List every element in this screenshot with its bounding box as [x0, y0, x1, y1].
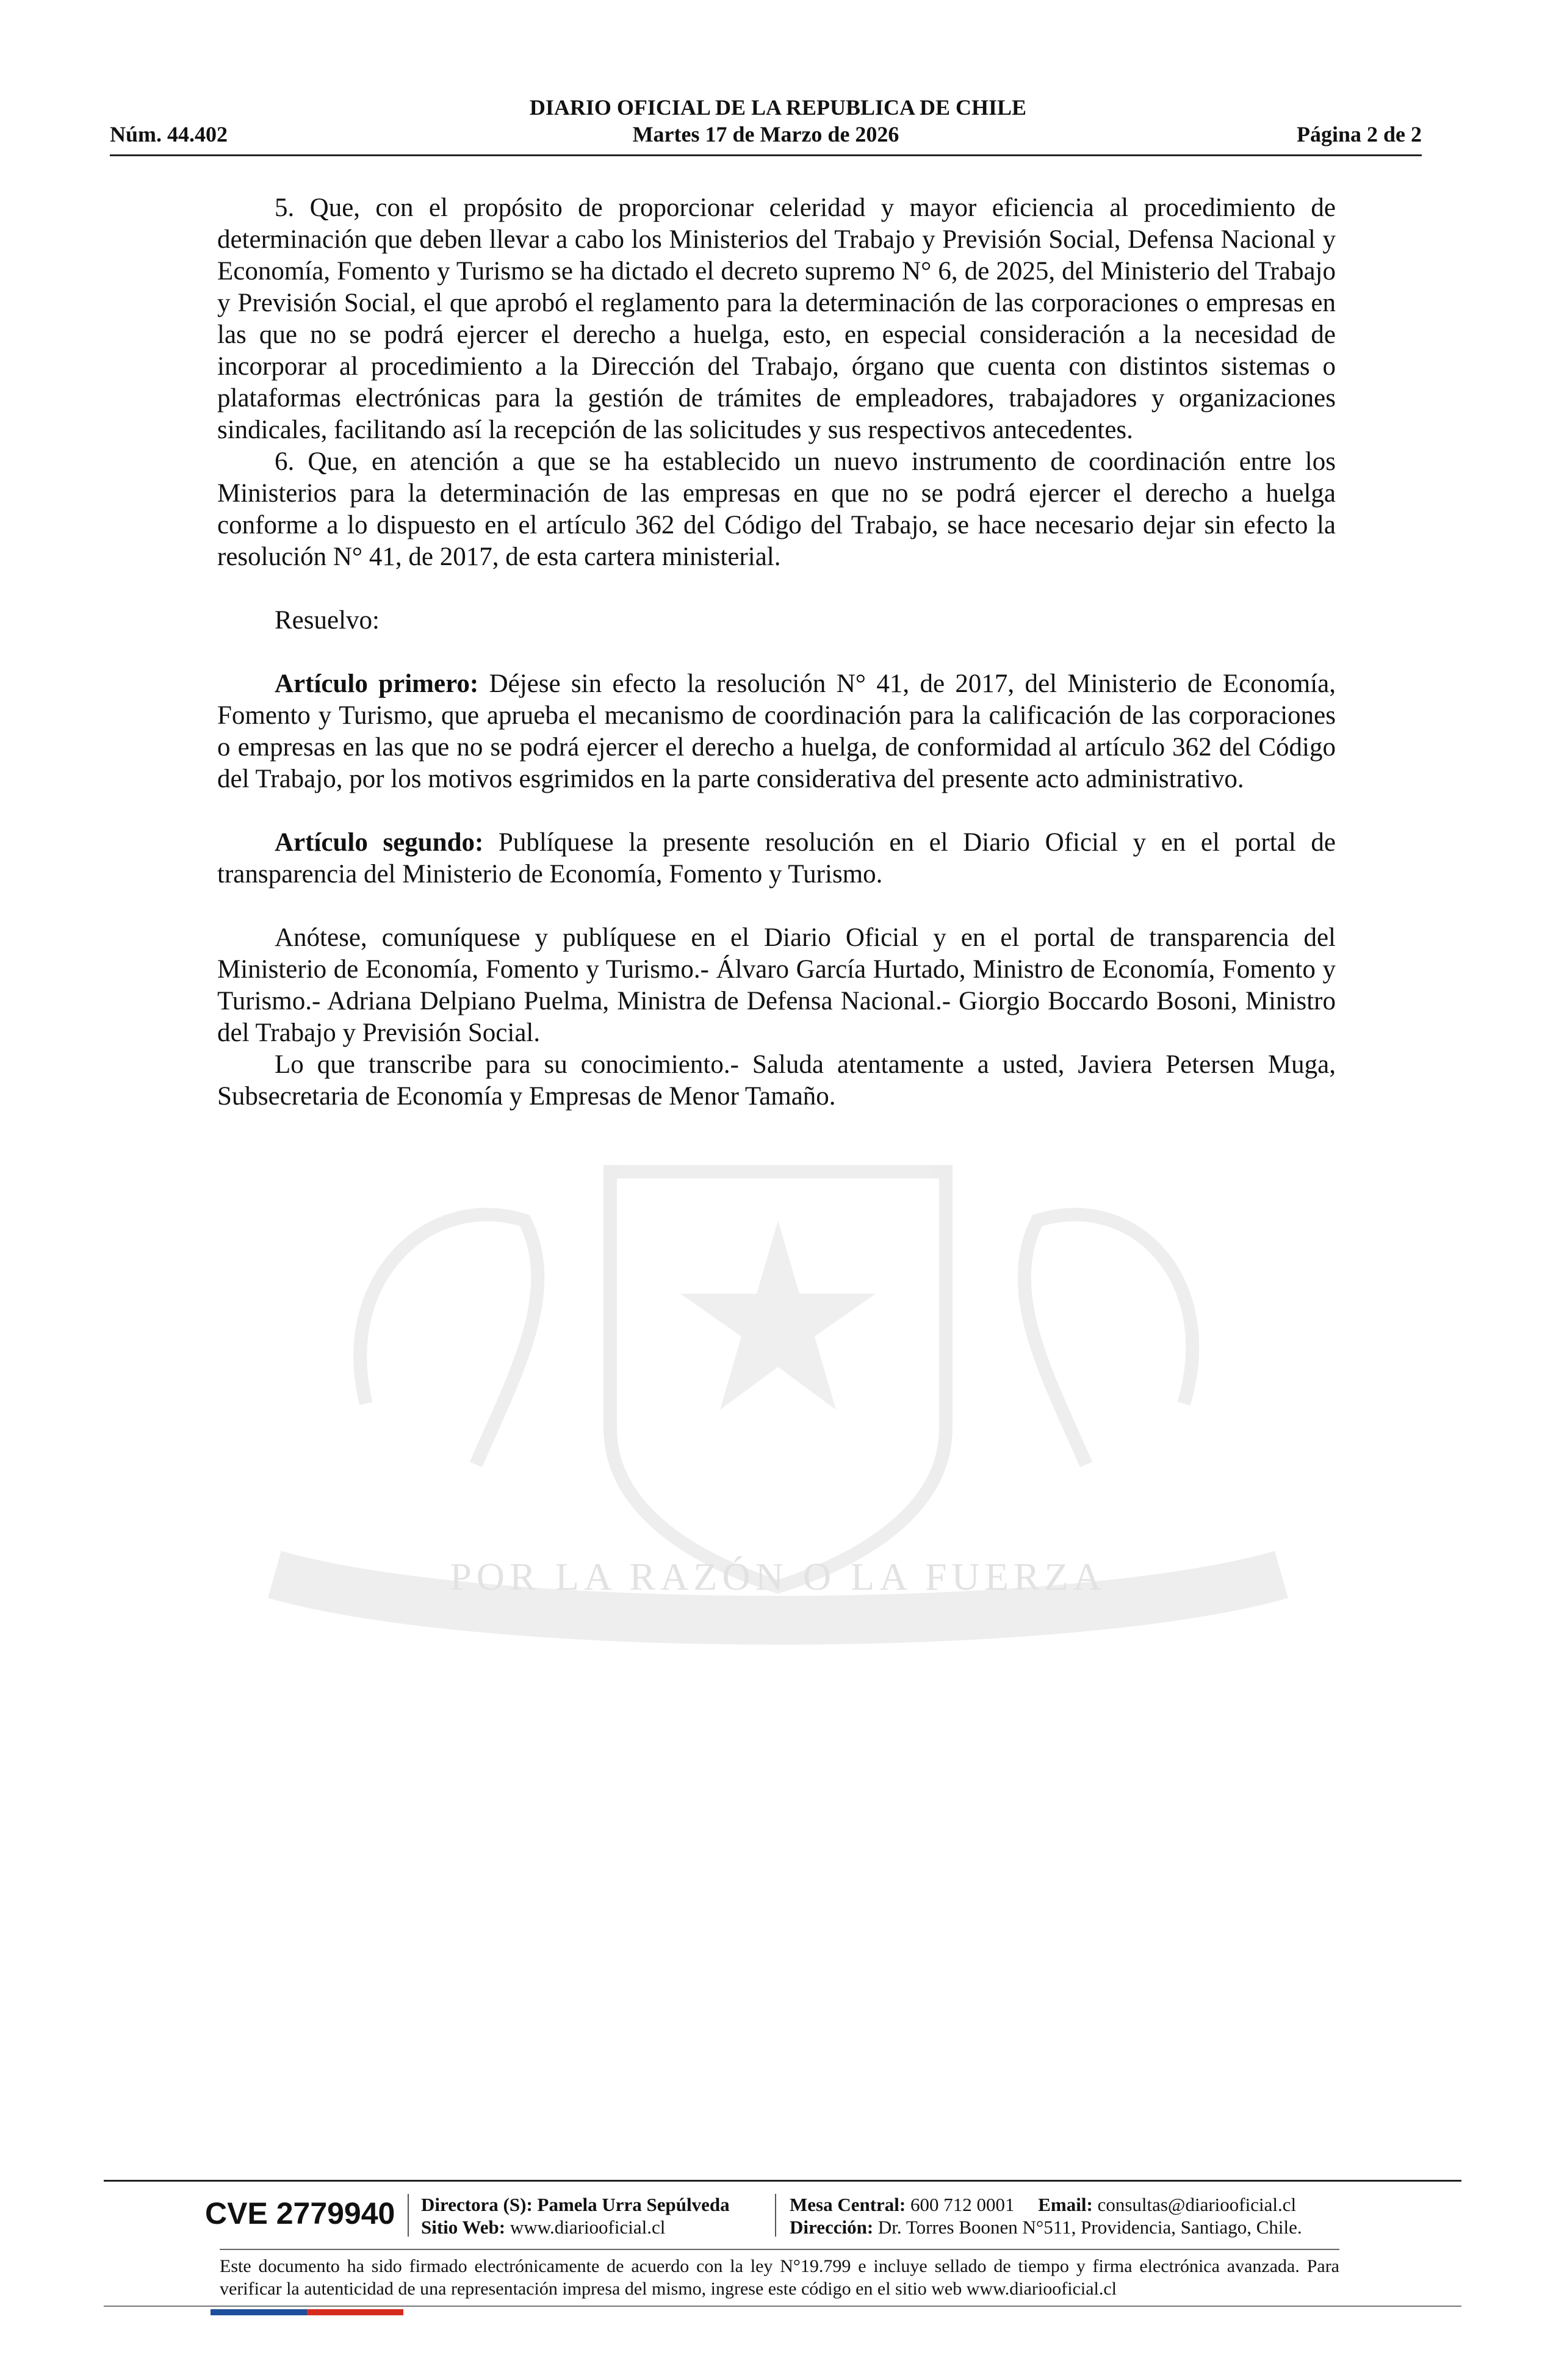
article-second-text: Publíquese la presente resolución en el Diario Oficial y en el portal de transparencia del Ministerio de Economía, Fomento y Turismo. [217, 828, 1336, 889]
direccion-value: Dr. Torres Boonen N°511, Providencia, Santiago, Chile. [877, 2216, 1302, 2238]
page-indicator: Página 2 de 2 [1296, 122, 1422, 146]
coat-of-arms-watermark [183, 1037, 1373, 1678]
directora-value: Pamela Urra Sepúlveda [537, 2194, 730, 2215]
article-second [217, 827, 1336, 890]
footer-contact-left [421, 2193, 730, 2238]
cve-code: CVE 2779940 [205, 2196, 395, 2230]
footer-divider-middle [220, 2249, 1339, 2250]
footer-divider-bottom [104, 2306, 1461, 2307]
article-second-label: Artículo segundo: [275, 828, 484, 857]
signature-disclaimer: Este documento ha sido firmado electrónicamente de acuerdo con la ley N°19.799 e incluye sellado de tiempo y firma electrónica avanzada. Para verificar la autenticidad de una representación impresa del mismo, ingrese este código en el sitio web www.diariooficial.cl [220, 2256, 1339, 2299]
article-first-text: Déjese sin efecto la resolución N° 41, de 2017, del Ministerio de Economía, Fomento y Turismo, que aprueba el mecanismo de coordinación para la calificación de las corporaciones o empresas en las que no se podrá ejercer el derecho a huelga, de conformidad al artículo 362 del Código del Trabajo, por los motivos esgrimidos en la parte considerativa del presente acto administrativo. [217, 669, 1336, 793]
mesa-value: 600 712 0001 [910, 2194, 1015, 2215]
issue-date: Martes 17 de Marzo de 2026 [632, 122, 899, 146]
email-value[interactable]: consultas@diariooficial.cl [1097, 2194, 1297, 2215]
sitio-label: Sitio Web: [421, 2216, 506, 2238]
motto-text: POR LA RAZÓN O LA FUERZA [450, 1555, 1106, 1598]
flag-stripe-red [307, 2309, 403, 2315]
paragraph-6: 6. Que, en atención a que se ha establecido un nuevo instrumento de coordinación entre los Ministerios para la determinación de las empresas en que no se podrá ejercer el derecho a huelga conforme a lo dispuesto en el artículo 362 del Código del Trabajo, se hace necesario dejar sin efecto la resolución N° 41, de 2017, de esta cartera ministerial. [217, 447, 1336, 571]
issue-number: Núm. 44.402 [110, 122, 228, 146]
article-first [217, 668, 1336, 795]
newspaper-title: DIARIO OFICIAL DE LA REPUBLICA DE CHILE [529, 95, 1027, 120]
star-shape [680, 1221, 876, 1410]
paragraph-5: 5. Que, con el propósito de proporcionar celeridad y mayor eficiencia al procedimiento de determinación que deben llevar a cabo los Ministerios del Trabajo y Previsión Social, Defensa Nacional y Economía, Fomento y Turismo se ha dictado el decreto supremo N° 6, de 2025, del Ministerio del Trabajo y Previsión Social, el que aprobó el reglamento para la determinación de las corporaciones o empresas en las que no se podrá ejercer el derecho a huelga, esto, en especial consideración a la necesidad de incorporar al procedimiento a la Dirección del Trabajo, órgano que cuenta con distintos sistemas o plataformas electrónicas para la gestión de trámites de empleadores, trabajadores y organizaciones sindicales, facilitando así la recepción de las solicitudes y sus respectivos antecedentes. [217, 193, 1336, 444]
resuelvo-heading: Resuelvo: [275, 606, 380, 635]
sitio-value[interactable]: www.diariooficial.cl [510, 2216, 666, 2238]
footer-divider-top [104, 2180, 1461, 2182]
huemul-silhouette [360, 1214, 538, 1465]
document-body [217, 192, 1336, 1112]
header-row [110, 121, 1422, 148]
directora-label: Directora (S): [421, 2194, 533, 2215]
transcription-paragraph: Lo que transcribe para su conocimiento.- Saluda atentamente a usted, Javiera Petersen Muga, Subsecretaria de Economía y Empresas de Menor Tamaño. [217, 1050, 1336, 1111]
flag-stripe-blue [211, 2309, 307, 2315]
footer-separator [408, 2194, 409, 2237]
email-label: Email: [1038, 2194, 1093, 2215]
footer-separator [775, 2194, 776, 2237]
mesa-label: Mesa Central: [790, 2194, 906, 2215]
condor-silhouette [1025, 1214, 1192, 1465]
article-first-label: Artículo primero: [275, 669, 479, 698]
header-divider [110, 154, 1422, 156]
direccion-label: Dirección: [790, 2216, 874, 2238]
closing-paragraph: Anótese, comuníquese y publíquese en el Diario Oficial y en el portal de transparencia del Ministerio de Economía, Fomento y Turismo.- Álvaro García Hurtado, Ministro de Economía, Fomento y Turismo.- Adriana Delpiano Puelma, Ministra de Defensa Nacional.- Giorgio Boccardo Bosoni, Ministro del Trabajo y Previsión Social. [217, 923, 1336, 1047]
footer-contact-right [790, 2193, 1302, 2238]
